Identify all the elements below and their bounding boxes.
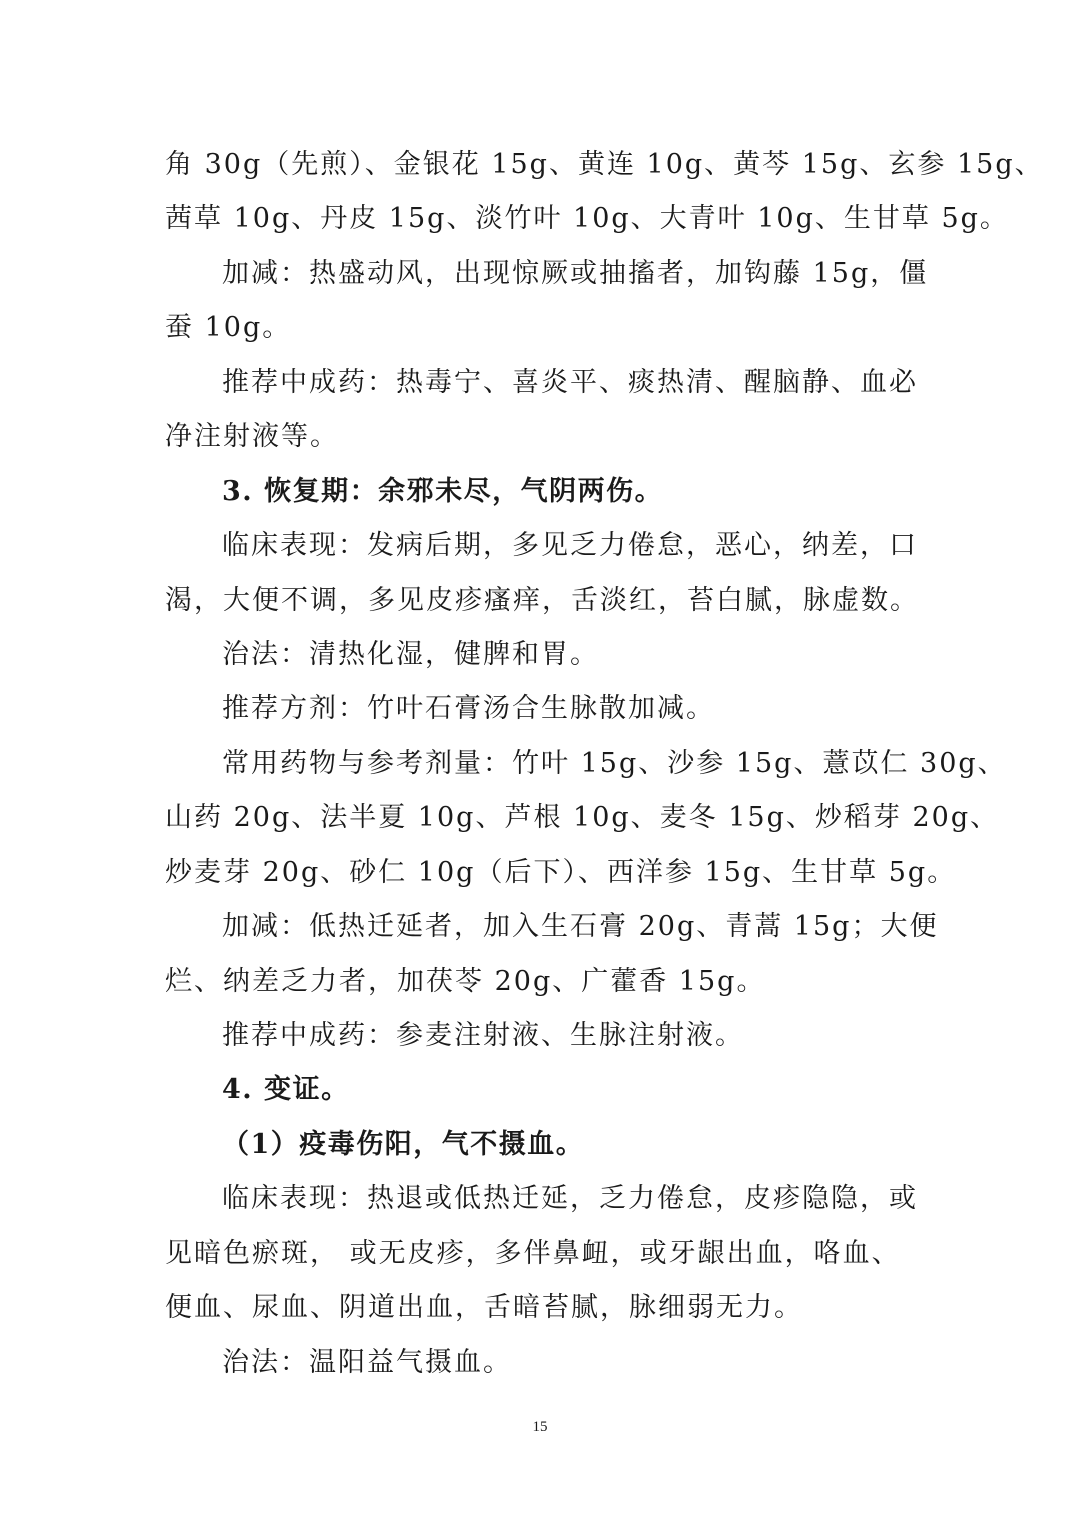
text-line: 推荐中成药：热毒宁、喜炎平、痰热清、醒脑静、血必 — [222, 367, 918, 398]
text-line: 角 30g（先煎）、金银花 15g、黄连 10g、黄芩 15g、玄参 15g、 — [165, 149, 1044, 180]
text-line: 见暗色瘀斑， 或无皮疹，多伴鼻衄，或牙龈出血，咯血、 — [165, 1238, 901, 1269]
text-line: 治法：清热化湿，健脾和胃。 — [222, 639, 599, 670]
text-line: 烂、纳差乏力者，加茯苓 20g、广藿香 15g。 — [165, 966, 766, 997]
text-line: 推荐方剂：竹叶石膏汤合生脉散加减。 — [222, 693, 715, 724]
subsection-heading: （1）疫毒伤阳，气不摄血。 — [222, 1129, 585, 1160]
text-line: 临床表现：热退或低热迁延，乏力倦怠，皮疹隐隐，或 — [222, 1183, 918, 1214]
page-number: 15 — [532, 1419, 548, 1435]
text-line: 常用药物与参考剂量：竹叶 15g、沙参 15g、薏苡仁 30g、 — [222, 748, 1007, 779]
text-line: 治法：温阳益气摄血。 — [222, 1347, 512, 1378]
text-line: 临床表现：发病后期，多见乏力倦怠，恶心，纳差，口 — [222, 530, 918, 561]
section-heading: 4. 变证。 — [222, 1074, 350, 1105]
text-line: 净注射液等。 — [165, 421, 339, 452]
text-line: 蚕 10g。 — [165, 312, 292, 343]
text-line: 茜草 10g、丹皮 15g、淡竹叶 10g、大青叶 10g、生甘草 5g。 — [165, 203, 1009, 234]
text-line: 加减：低热迁延者，加入生石膏 20g、青蒿 15g；大便 — [222, 911, 939, 942]
text-line: 加减：热盛动风，出现惊厥或抽搐者，加钩藤 15g，僵 — [222, 258, 929, 289]
text-line: 推荐中成药：参麦注射液、生脉注射液。 — [222, 1020, 744, 1051]
text-line: 便血、尿血、阴道出血，舌暗苔腻，脉细弱无力。 — [165, 1292, 803, 1323]
text-line: 渴，大便不调，多见皮疹瘙痒，舌淡红，苔白腻，脉虚数。 — [165, 585, 919, 616]
text-line: 山药 20g、法半夏 10g、芦根 10g、麦冬 15g、炒稻芽 20g、 — [165, 802, 1000, 833]
section-heading: 3. 恢复期：余邪未尽，气阴两伤。 — [222, 476, 664, 507]
text-line: 炒麦芽 20g、砂仁 10g（后下）、西洋参 15g、生甘草 5g。 — [165, 857, 957, 888]
